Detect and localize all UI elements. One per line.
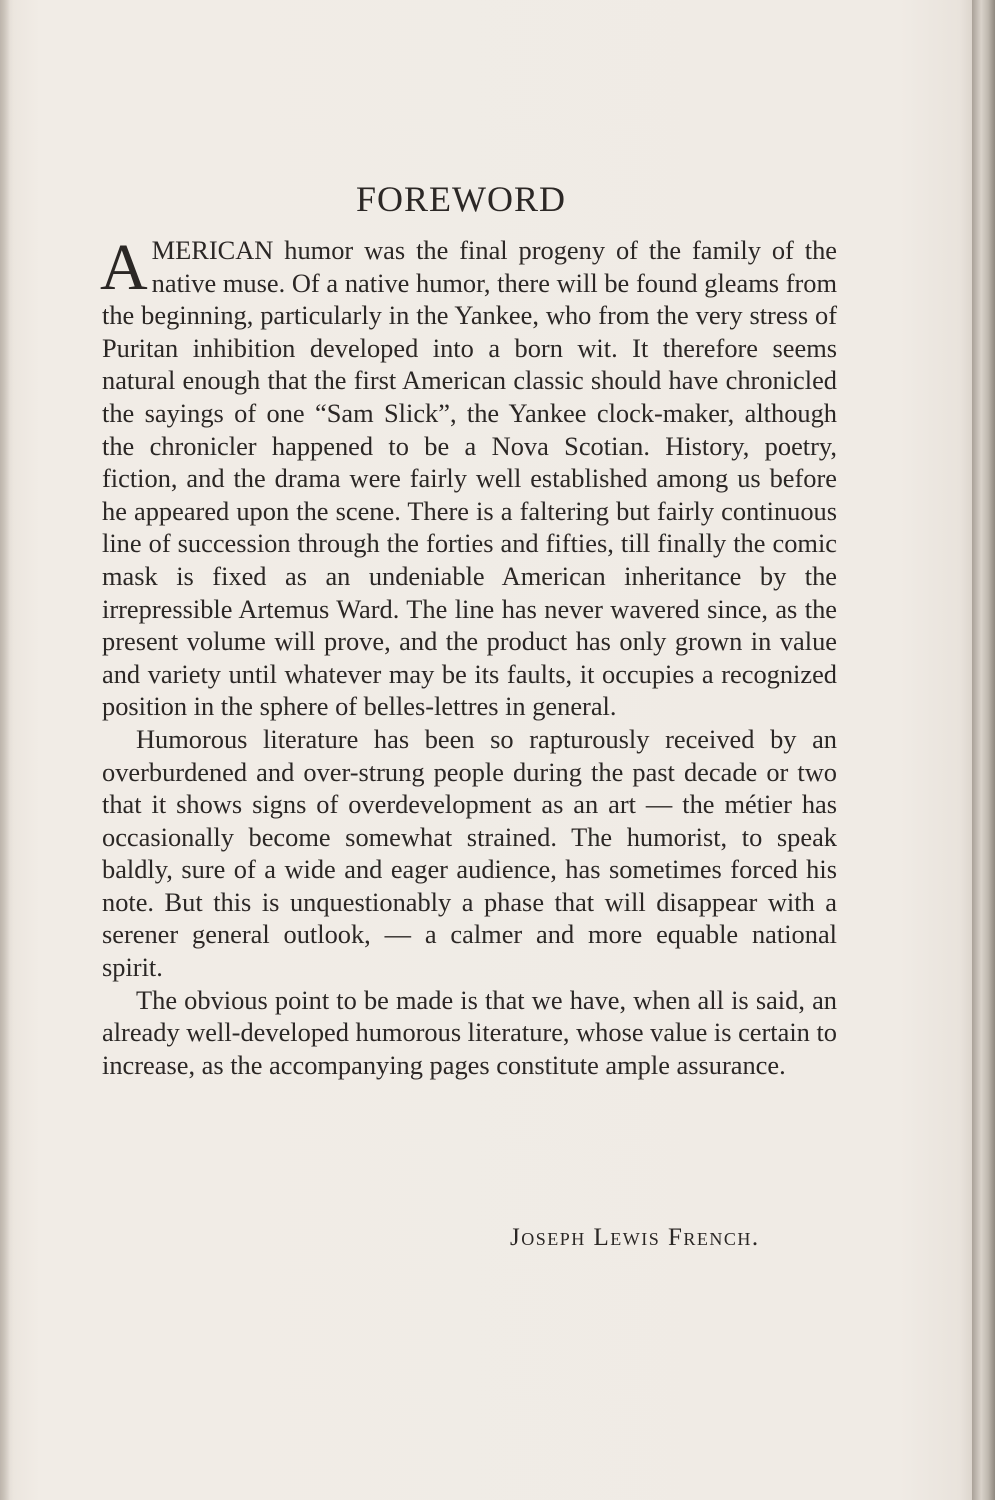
paragraph-1 bbox=[100, 231, 837, 723]
paragraph-3: The obvious point to be made is that we have, when all is said, an already well-developed humorous literature, whose value is certain to increase, as the accompanying pages constitute ample assurance. bbox=[102, 984, 838, 1080]
paragraph-2: Humorous literature has been so rapturously received by an overburdened and over-strung people during the past decade or two that it shows signs of overdevelopment as an art — the métier has occasionally become somewhat strained. The humorist, to speak baldly, sure of a wide and eager audience, has sometimes forced his note. But this is unquestionably a phase that will disappear with a serener general outlook, — a calmer and more equable national spirit. bbox=[102, 723, 837, 983]
paragraph-1-text: MERICAN humor was the final progeny of the family of the native muse. Of a native humor, there will be found gleams from the beginning, particularly in the Yankee, who from the very stress of Puritan inhibition developed into a born wit. It therefore seems natural enough that the first American classic should have chronicled the sayings of one “Sam Slick”, the Yankee clock-maker, although the chronicler happened to be a Nova Scotian. History, poetry, fiction, and the drama were fairly well established among us before he appeared upon the scene. There is a faltering but fairly continuous line of succession through the forties and fifties, till finally the comic mask is fixed as an undeniable American inheritance by the irrepressible Artemus Ward. The line has never wavered since, as the present volume will prove, and the product has only grown in value and variety until whatever may be its faults, it occupies a recognized position in the sphere of belles-lettres in general. bbox=[102, 235, 837, 722]
drop-cap: A bbox=[100, 231, 148, 304]
page-title: FOREWORD bbox=[355, 179, 566, 219]
page-edge bbox=[972, 0, 995, 1500]
foreword-body bbox=[100, 231, 838, 1081]
author-signature: Joseph Lewis French. bbox=[510, 1224, 760, 1251]
